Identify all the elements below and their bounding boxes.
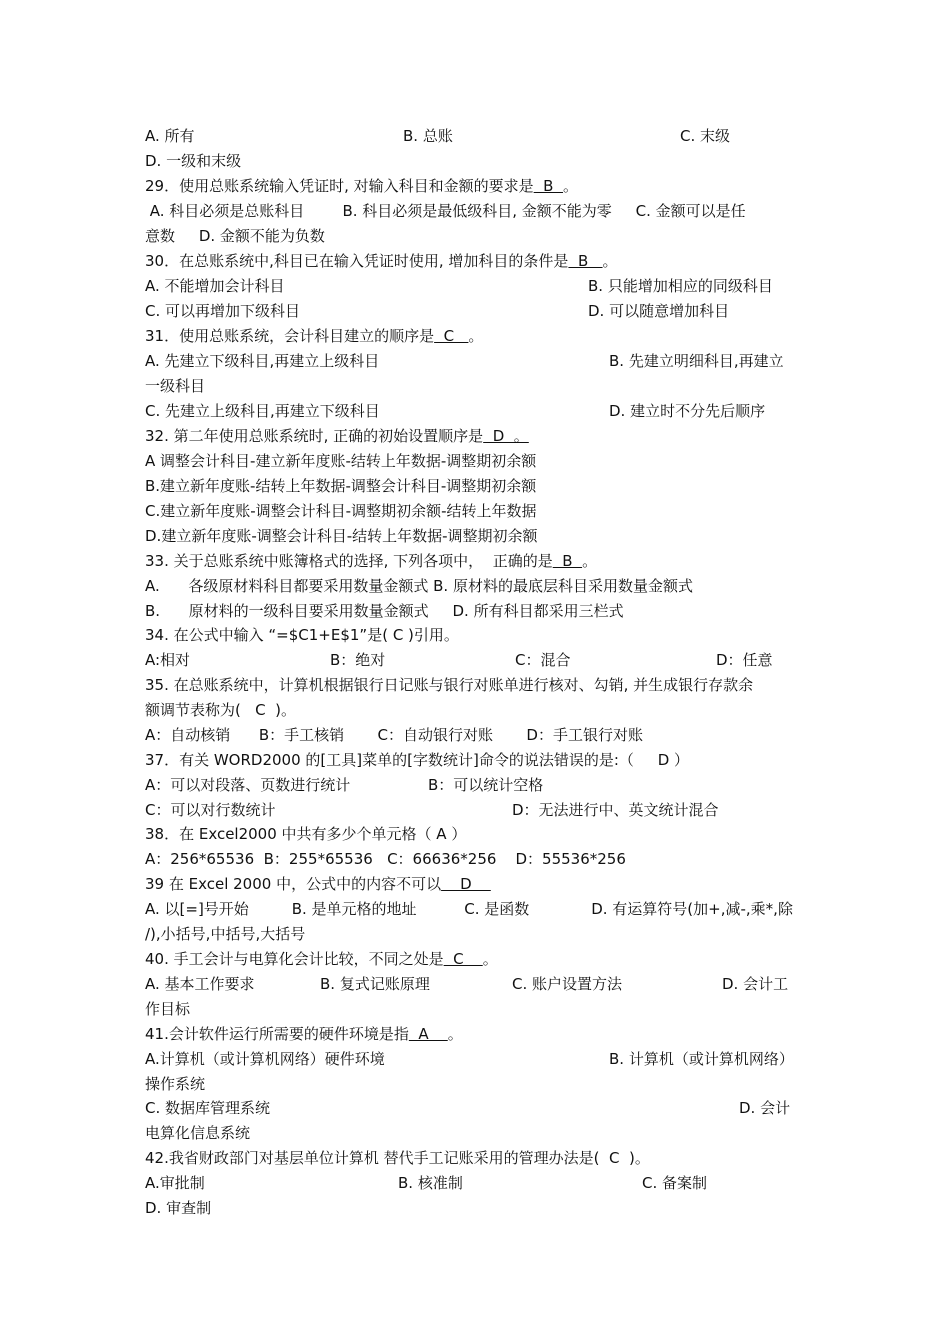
q37-option-d: D：无法进行中、英文统计混合: [512, 801, 719, 819]
q37-stem: 37．有关 WORD2000 的[工具]菜单的[字数统计]命令的说法错误的是:（ D ）: [145, 751, 690, 769]
q39-stem: 39 在 Excel 2000 中，公式中的内容不可以 D: [145, 875, 491, 893]
q42-stem: 42.我省财政部门对基层单位计算机 替代手工记账采用的管理办法是( C )。: [145, 1149, 650, 1167]
q32-option-d: D.建立新年度账-调整会计科目-结转上年数据-调整期初余额: [145, 527, 538, 545]
q41-option-b-cont: 操作系统: [145, 1075, 206, 1093]
q39-answer: D: [441, 875, 491, 893]
q41-answer: A: [408, 1025, 448, 1043]
q33-options-line1: A. 各级原材料科目都要采用数量金额式 B. 原材料的最底层科目采用数量金额式: [145, 577, 693, 595]
q29-answer: B: [533, 177, 564, 195]
q40-option-a: A. 基本工作要求: [145, 975, 255, 993]
q41-option-b: B. 计算机（或计算机网络）: [609, 1050, 794, 1068]
q40-answer: C: [443, 950, 483, 968]
q31-option-b: B. 先建立明细科目,再建立: [609, 352, 784, 370]
q34-option-c: C：混合: [515, 651, 571, 669]
q41-option-a: A.计算机（或计算机网络）硬件环境: [145, 1050, 385, 1068]
q32-option-a: A 调整会计科目-建立新年度账-结转上年数据-调整期初余额: [145, 452, 537, 470]
q32-option-c: C.建立新年度账-调整会计科目-调整期初余额-结转上年数据: [145, 502, 537, 520]
q42-option-d: D. 审查制: [145, 1199, 212, 1217]
q31-option-a: A. 先建立下级科目,再建立上级科目: [145, 352, 380, 370]
q40-option-d: D. 会计工: [722, 975, 789, 993]
q35-options: A：自动核销 B：手工核销 C：自动银行对账 D：手工银行对账: [145, 726, 643, 744]
q42-option-a: A.审批制: [145, 1174, 205, 1192]
q38-stem: 38．在 Excel2000 中共有多少个单元格（ A ）: [145, 825, 467, 843]
q34-stem: 34. 在公式中输入 “=$C1+E$1”是( C )引用。: [145, 626, 459, 644]
q35-stem-line1: 35. 在总账系统中，计算机根据银行日记账与银行对账单进行核对、勾销, 并生成银行存款余: [145, 676, 754, 694]
q30-option-b: B. 只能增加相应的同级科目: [588, 277, 773, 295]
q41-option-d: D. 会计: [739, 1099, 791, 1117]
q33-answer: B: [552, 552, 583, 570]
q29-options-line: A. 科目必须是总账科目 B. 科目必须是最低级科目, 金额不能为零 C. 金额可以是任: [145, 202, 746, 220]
q28-option-a: A. 所有: [145, 127, 195, 145]
q34-option-b: B：绝对: [330, 651, 386, 669]
q39-options-line1: A. 以[=]号开始 B. 是单元格的地址 C. 是函数 D. 有运算符号(加+,减-,乘*,除: [145, 900, 793, 918]
q41-option-d-cont: 电算化信息系统: [145, 1124, 251, 1142]
q31-option-b-cont: 一级科目: [145, 377, 206, 395]
q33-options-line2: B. 原材料的一级科目要采用数量金额式 D. 所有科目都采用三栏式: [145, 602, 624, 620]
q30-answer: B: [568, 252, 603, 270]
q35-stem-line2: 额调节表称为( C )。: [145, 701, 297, 719]
q32-stem: 32. 第二年使用总账系统时, 正确的初始设置顺序是 D 。: [145, 427, 529, 445]
q32-answer: D 。: [483, 427, 529, 445]
q41-option-c: C. 数据库管理系统: [145, 1099, 271, 1117]
q29-options-cont: 意数 D. 金额不能为负数: [145, 227, 325, 245]
q42-option-b: B. 核准制: [398, 1174, 463, 1192]
q30-option-a: A. 不能增加会计科目: [145, 277, 285, 295]
q28-option-c: C. 末级: [680, 127, 731, 145]
q31-stem: 31．使用总账系统，会计科目建立的顺序是 C 。: [145, 327, 484, 345]
q29-stem: 29．使用总账系统输入凭证时, 对输入科目和金额的要求是 B 。: [145, 177, 579, 195]
q37-option-c: C：可以对行数统计: [145, 801, 276, 819]
q37-option-a: A：可以对段落、页数进行统计: [145, 776, 351, 794]
q40-option-b: B. 复式记账原理: [320, 975, 430, 993]
q28-option-d: D. 一级和末级: [145, 152, 242, 170]
q30-option-d: D. 可以随意增加科目: [588, 302, 730, 320]
q34-option-d: D：任意: [716, 651, 773, 669]
q42-option-c: C. 备案制: [642, 1174, 708, 1192]
q40-option-d-cont: 作目标: [145, 1000, 191, 1018]
q31-option-d: D. 建立时不分先后顺序: [609, 402, 766, 420]
q30-stem: 30．在总账系统中,科目已在输入凭证时使用, 增加科目的条件是 B 。: [145, 252, 618, 270]
q34-option-a: A:相对: [145, 651, 191, 669]
q33-stem: 33. 关于总账系统中账簿格式的选择, 下列各项中， 正确的是 B 。: [145, 552, 598, 570]
q38-options: A：256*65536 B：255*65536 C：66636*256 D：55536*256: [145, 850, 626, 868]
q37-option-b: B：可以统计空格: [428, 776, 544, 794]
q39-options-line2: /),小括号,中括号,大括号: [145, 925, 306, 943]
q31-option-c: C. 先建立上级科目,再建立下级科目: [145, 402, 380, 420]
q40-option-c: C. 账户设置方法: [512, 975, 623, 993]
q30-option-c: C. 可以再增加下级科目: [145, 302, 301, 320]
q41-stem: 41.会计软件运行所需要的硬件环境是指 A 。: [145, 1025, 463, 1043]
q31-answer: C: [434, 327, 469, 345]
q28-option-b: B. 总账: [403, 127, 453, 145]
q40-stem: 40. 手工会计与电算化会计比较，不同之处是 C 。: [145, 950, 498, 968]
q32-option-b: B.建立新年度账-结转上年数据-调整会计科目-调整期初余额: [145, 477, 537, 495]
